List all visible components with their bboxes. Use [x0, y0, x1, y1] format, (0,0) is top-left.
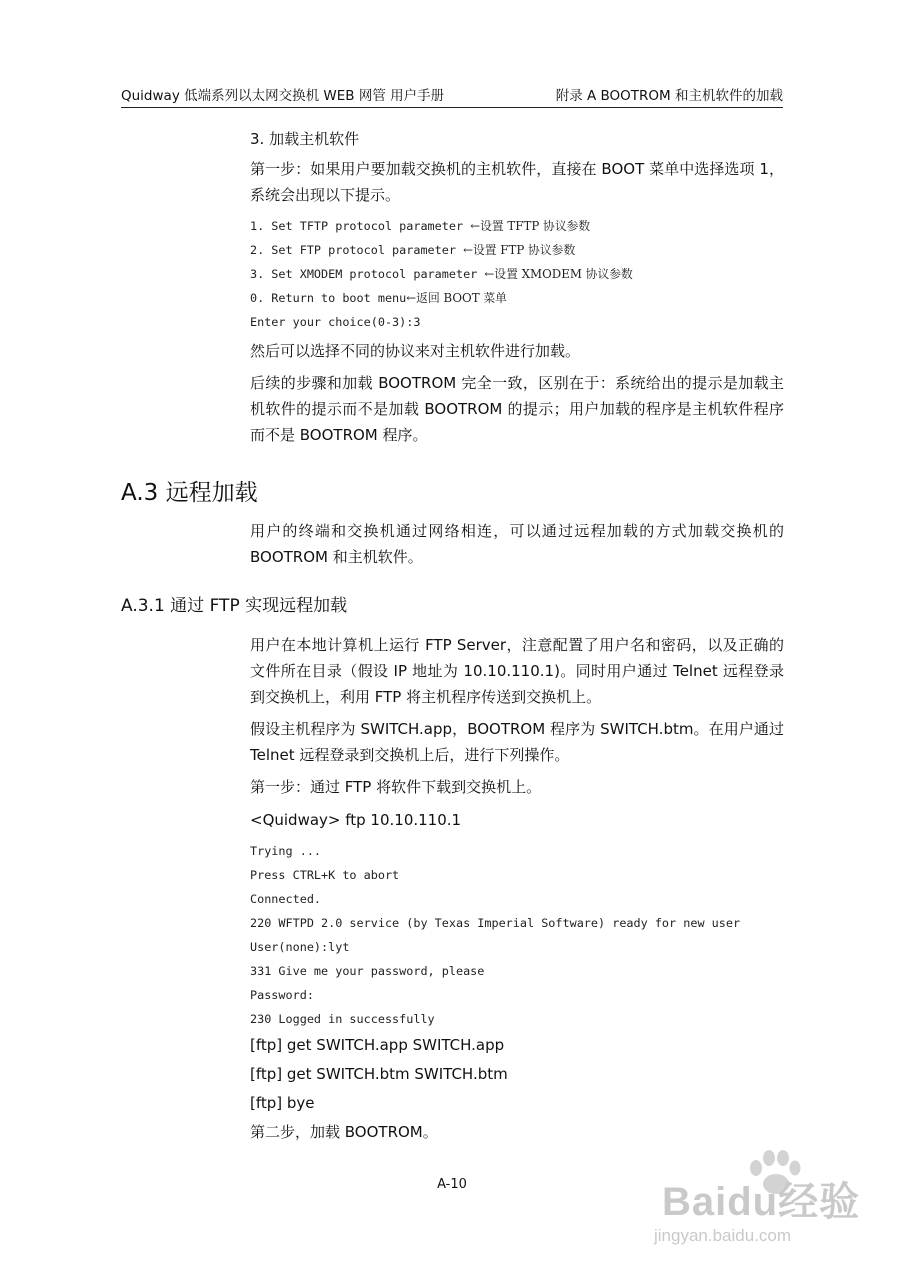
header-doc-title: Quidway 低端系列以太网交换机 WEB 网管 用户手册: [121, 88, 445, 104]
paragraph: 然后可以选择不同的协议来对主机软件进行加载。: [250, 342, 581, 360]
paragraph: 第二步，加载 BOOTROM。: [250, 1123, 438, 1141]
baidu-watermark: [642, 1148, 862, 1268]
watermark-url: jingyan.baidu.com: [654, 1226, 792, 1245]
header-chapter-title: 附录 A BOOTROM 和主机软件的加载: [555, 88, 783, 104]
header-divider: [121, 107, 783, 108]
code-line: 230 Logged in successfully: [250, 1012, 435, 1026]
heading-remote-loading: A.3 远程加载: [121, 480, 258, 506]
section-load-host-software: [250, 126, 784, 454]
ftp-session-output: [250, 839, 784, 1031]
paragraph: 第一步：如果用户要加载交换机的主机软件，直接在 BOOT 菜单中选择选项 1，系统会出现以下提示。: [250, 160, 784, 204]
paragraph: 假设主机程序为 SWITCH.app，BOOTROM 程序为 SWITCH.btm。在用户通过 Telnet 远程登录到交换机上后，进行下列操作。: [250, 720, 784, 764]
watermark-brand: Baidu经验: [662, 1180, 861, 1224]
code-line: User(none):lyt: [250, 940, 350, 954]
command-line: [ftp] get SWITCH.app SWITCH.app: [250, 1036, 505, 1054]
code-line: 2. Set FTP protocol parameter ←设置 FTP 协议参数: [250, 243, 576, 257]
code-line: 220 WFTPD 2.0 service (by Texas Imperial Software) ready for new user: [250, 916, 741, 930]
section-title: 3. 加载主机软件: [250, 130, 360, 148]
code-line: Password:: [250, 988, 314, 1002]
code-line: Connected.: [250, 892, 322, 906]
section-remote-loading-intro: [250, 518, 784, 576]
paragraph: 用户的终端和交换机通过网络相连，可以通过远程加载的方式加载交换机的 BOOTROM 和主机软件。: [250, 522, 784, 566]
heading-ftp-remote-loading: A.3.1 通过 FTP 实现远程加载: [121, 596, 348, 616]
command-line: <Quidway> ftp 10.10.110.1: [250, 811, 462, 829]
page-header: [121, 84, 783, 106]
paragraph: 后续的步骤和加载 BOOTROM 完全一致，区别在于：系统给出的提示是加载主机软件的提示而不是加载 BOOTROM 的提示；用户加载的程序是主机软件程序而不是 BOOTROM 程序。: [250, 374, 784, 444]
page-number: A-10: [437, 1177, 467, 1192]
paragraph: 第一步：通过 FTP 将软件下载到交换机上。: [250, 778, 542, 796]
section-ftp-remote-loading: [250, 632, 784, 1147]
code-line: 1. Set TFTP protocol parameter ←设置 TFTP 协议参数: [250, 219, 591, 233]
code-line: 331 Give me your password, please: [250, 964, 485, 978]
command-line: [ftp] bye: [250, 1094, 315, 1112]
code-line: 3. Set XMODEM protocol parameter ←设置 XMODEM 协议参数: [250, 267, 633, 281]
code-line: 0. Return to boot menu←返回 BOOT 菜单: [250, 291, 507, 305]
code-line: Enter your choice(0-3):3: [250, 315, 421, 329]
boot-menu-listing: [250, 214, 784, 334]
code-line: Press CTRL+K to abort: [250, 868, 400, 882]
paragraph: 用户在本地计算机上运行 FTP Server，注意配置了用户名和密码，以及正确的文件所在目录（假设 IP 地址为 10.10.110.1)。同时用户通过 Telnet 远程登录到交换机上，利用 FTP 将主机程序传送到交换机上。: [250, 636, 784, 706]
code-line: Trying ...: [250, 844, 322, 858]
command-line: [ftp] get SWITCH.btm SWITCH.btm: [250, 1065, 508, 1083]
